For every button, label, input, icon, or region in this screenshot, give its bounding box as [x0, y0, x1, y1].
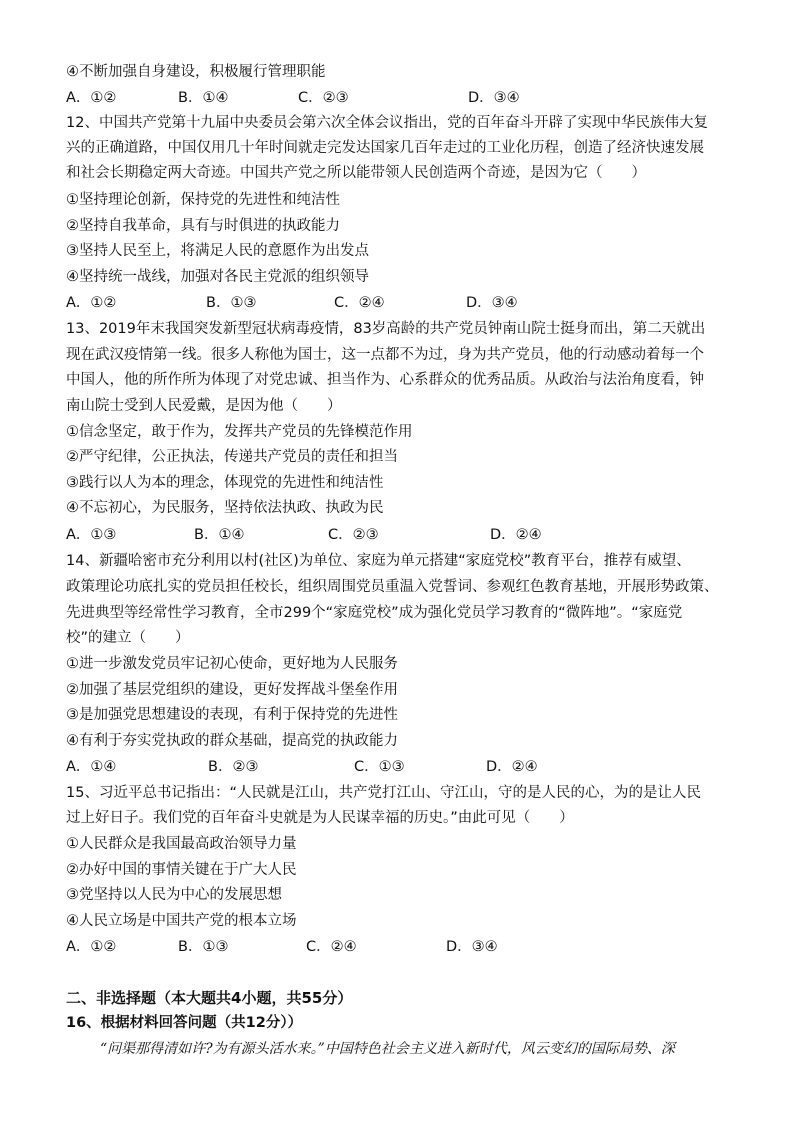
q14-stem-line: 14、新疆哈密市充分利用以村(社区)为单位、家庭为单元搭建“家庭党校”教育平台，推荐有威望、: [66, 553, 691, 569]
q11-option-a: A．①②: [66, 90, 117, 106]
q14-item-2: ②加强了基层党组织的建设，更好发挥战斗堡垒作用: [66, 682, 398, 698]
q11-option-d: D．③④: [468, 90, 520, 106]
q13-item-1: ①信念坚定，敢于作为，发挥共产党员的先锋模范作用: [66, 424, 413, 440]
q13-option-a: A．①③: [66, 527, 117, 543]
q12-option-a: A．①②: [66, 295, 117, 311]
q13-option-d: D．②④: [490, 527, 542, 543]
q14-item-3: ③是加强党思想建设的表现，有利于保持党的先进性: [66, 707, 398, 723]
q16-title: 16、根据材料回答问题（共12分））: [66, 1015, 303, 1031]
q15-option-b: B．①③: [178, 939, 229, 955]
section-title: 二、非选择题（本大题共4小题，共55分）: [66, 989, 353, 1007]
q13-stem-line: 中国人，他的所作所为体现了对党忠诚、担当作为、心系群众的优秀品质。从政治与法治角度看，钟: [66, 372, 704, 388]
q15-item-2: ②办好中国的事情关键在于广大人民: [66, 862, 297, 878]
q14-stem-line: 政策理论功底扎实的党员担任校长，组织周围党员重温入党誓词、参观红色教育基地，开展形势政策、: [66, 579, 719, 595]
q15-item-4: ④人民立场是中国共产党的根本立场: [66, 913, 297, 929]
q15-option-d: D．③④: [446, 939, 498, 955]
q14-option-b: B．②③: [208, 759, 259, 775]
q13-stem-line: 南山院士受到人民爱戴，是因为他（ ）: [66, 398, 342, 414]
q14-item-1: ①进一步激发党员牢记初心使命，更好地为人民服务: [66, 656, 398, 672]
q15-stem-line: 15、习近平总书记指出：“人民就是江山，共产党打江山、守江山，守的是人民的心，为的是让人民: [66, 785, 701, 801]
q15-stem-line: 过上好日子。我们党的百年奋斗史就是为人民谋幸福的历史。”由此可见（ ）: [66, 810, 574, 826]
q13-item-2: ②严守纪律，公正执法，传递共产党员的责任和担当: [66, 449, 398, 465]
q12-stem-line: 和社会长期稳定两大奇迹。中国共产党之所以能带领人民创造两个奇迹，是因为它（ ）: [66, 165, 646, 181]
q14-stem-line: 校”的建立（ ）: [66, 630, 190, 646]
q15-option-c: C．②④: [306, 939, 357, 955]
q13-stem-line: 现在武汉疫情第一线。很多人称他为国士，这一点都不为过，身为共产党员，他的行动感动着每一个: [66, 347, 704, 363]
q11-option-b: B．①④: [178, 90, 229, 106]
q11-item-4: ④不断加强自身建设，积极履行管理职能: [66, 64, 326, 80]
q12-option-c: C．②④: [334, 295, 385, 311]
q15-item-1: ①人民群众是我国最高政治领导力量: [66, 836, 297, 852]
q15-option-a: A．①②: [66, 939, 117, 955]
q14-option-a: A．①④: [66, 759, 117, 775]
q14-stem-line: 先进典型等经常性学习教育，全市299个“家庭党校”成为强化党员学习教育的“微阵地”。“家庭党: [66, 605, 683, 621]
q12-item-4: ④坚持统一战线，加强对各民主党派的组织领导: [66, 269, 369, 285]
q13-option-b: B．①④: [194, 527, 245, 543]
q14-option-d: D．②④: [486, 759, 538, 775]
q16-material-line: “问渠那得清如许?为有源头活水来。”中国特色社会主义进入新时代，风云变幻的国际局势、深: [100, 1041, 675, 1057]
q12-item-3: ③坚持人民至上，将满足人民的意愿作为出发点: [66, 243, 369, 259]
q11-option-c: C．②③: [298, 90, 349, 106]
q12-option-d: D．③④: [466, 295, 518, 311]
q13-stem-line: 13、2019年末我国突发新型冠状病毒疫情，83岁高龄的共产党员钟南山院士挺身而出，第二天就出: [66, 321, 706, 337]
q12-option-b: B．①③: [206, 295, 257, 311]
q12-stem-line: 兴的正确道路，中国仅用几十年时间就走完发达国家几百年走过的工业化历程，创造了经济快速发展: [66, 140, 704, 156]
q12-item-1: ①坚持理论创新，保持党的先进性和纯洁性: [66, 192, 340, 208]
q14-option-c: C．①③: [354, 759, 405, 775]
q12-item-2: ②坚持自我革命，具有与时俱进的执政能力: [66, 218, 340, 234]
q15-item-3: ③党坚持以人民为中心的发展思想: [66, 887, 282, 903]
q13-item-3: ③践行以人为本的理念，体现党的先进性和纯洁性: [66, 475, 384, 491]
q14-item-4: ④有利于夯实党执政的群众基础，提高党的执政能力: [66, 733, 398, 749]
q12-stem-line: 12、中国共产党第十九届中央委员会第六次全体会议指出，党的百年奋斗开辟了实现中华民族伟大复: [66, 115, 708, 131]
q13-option-c: C．②③: [328, 527, 379, 543]
q13-item-4: ④不忘初心，为民服务，坚持依法执政、执政为民: [66, 500, 384, 516]
